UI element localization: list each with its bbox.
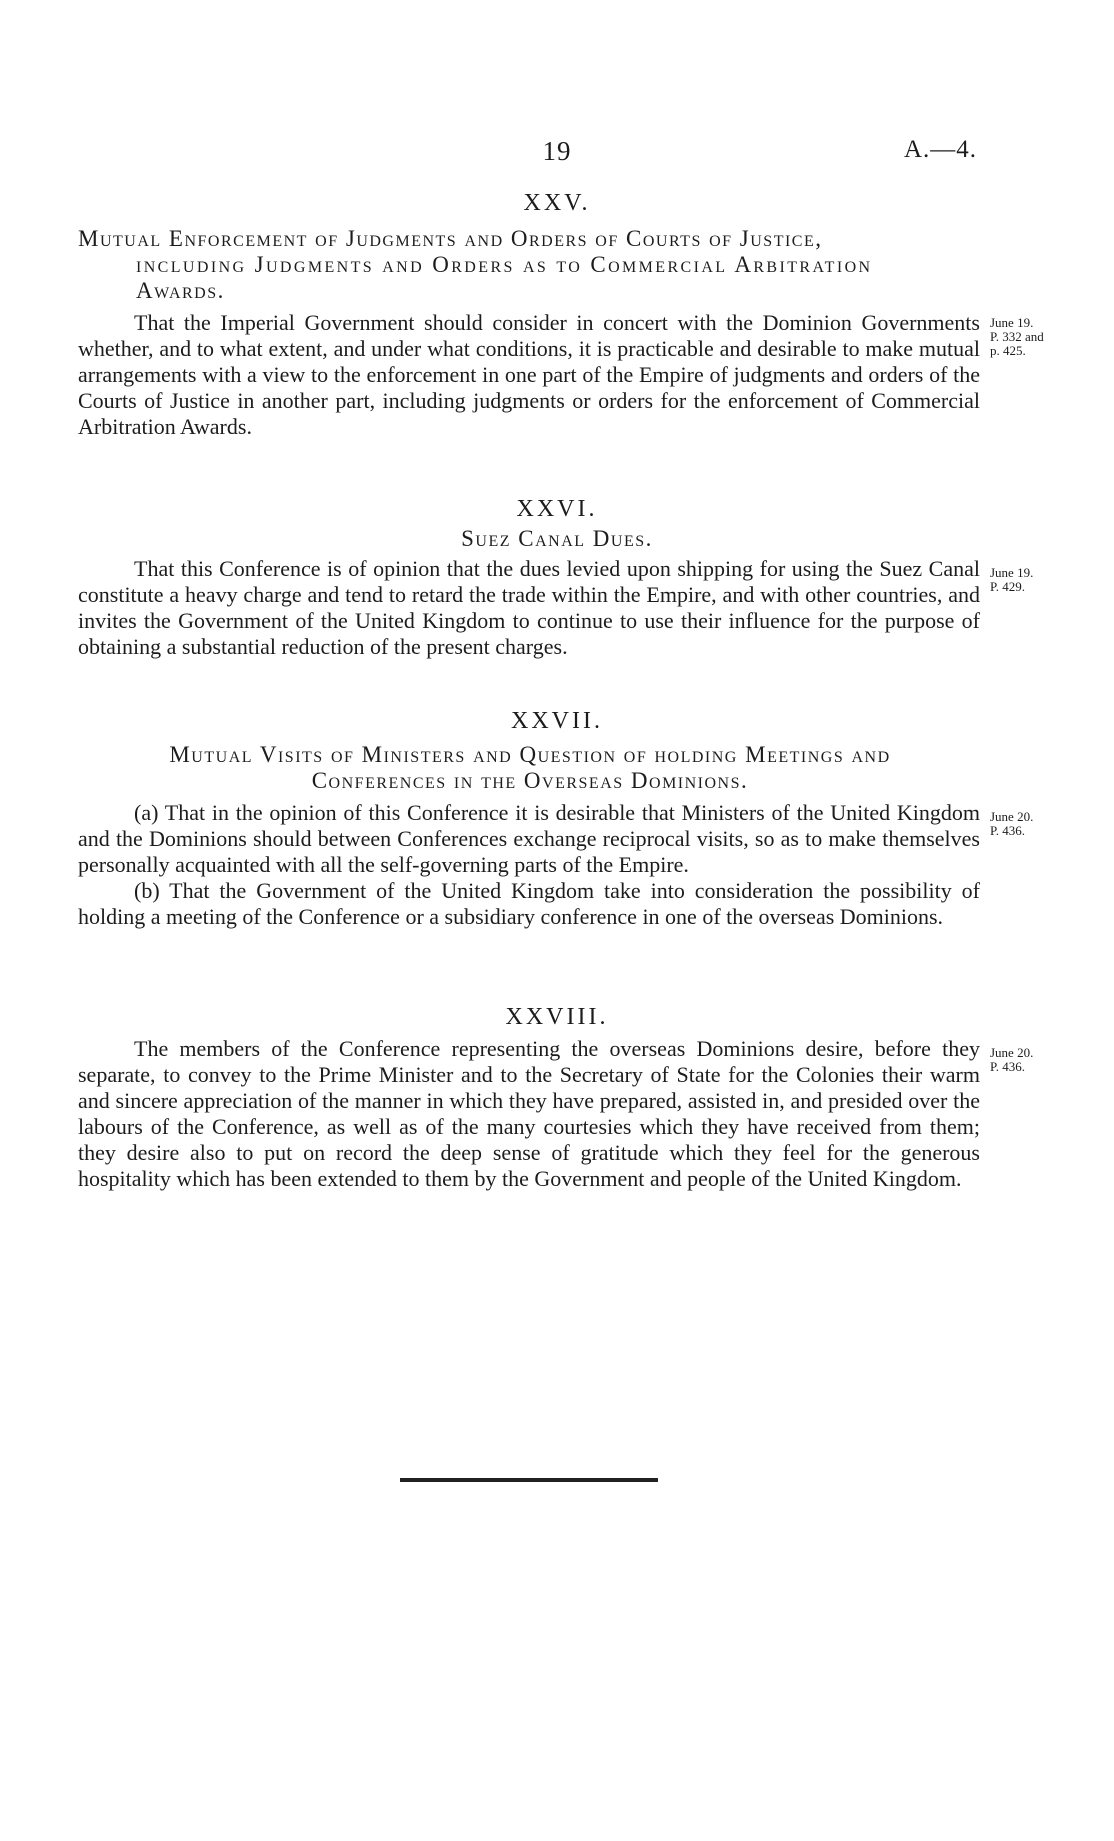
section-body [78, 310, 980, 440]
closing-rule [400, 1478, 658, 1482]
page-reference: A.—4. [904, 136, 978, 163]
section-body [78, 1036, 980, 1192]
margin-note: June 19. P. 332 and p. 425. [990, 315, 1044, 358]
page-number: 19 [542, 136, 572, 166]
paragraph: (b) That the Government of the United Kingdom take into consideration the possibility of holding a meeting of the Conference or a subsidiary conference in one of the overseas Dominions. [78, 878, 980, 929]
paragraph: That the Imperial Government should consider in concert with the Dominion Governments whether, and to what extent, and under what conditions, it is practicable and desirable to make mutual arrangements with a view to the enforcement in one part of the Empire of judgments and orders of the Courts of Justice in another part, including judgments or orders for the enforcement of Commercial Arbitration Awards. [78, 310, 980, 439]
section-numeral: XXVIII. [505, 1004, 609, 1030]
paragraph: That this Conference is of opinion that the dues levied upon shipping for using the Suez Canal constitute a heavy charge and tend to retard the trade within the Empire, and with other countries, and invites the Government of the United Kingdom to continue to use their influence for the purpose of obtaining a substantial reduction of the present charges. [78, 556, 980, 659]
section-body [78, 800, 980, 930]
section-title-line: Mutual Visits of Ministers and Question of holding Meetings and [169, 742, 891, 767]
margin-note: June 20. P. 436. [990, 809, 1034, 838]
section-title [0, 742, 1114, 796]
section-title [0, 226, 1114, 306]
section-title-line: Mutual Enforcement of Judgments and Orders of Courts of Justice, [78, 226, 823, 251]
section-title: Suez Canal Dues. [461, 526, 653, 551]
paragraph: (a) That in the opinion of this Conference it is desirable that Ministers of the United Kingdom and the Dominions should between Conferences exchange reciprocal visits, so as to make themselves personally acquainted with all the self-governing parts of the Empire. [78, 800, 980, 877]
margin-note: June 19. P. 429. [990, 565, 1034, 594]
section-numeral: XXV. [523, 190, 591, 216]
section-title-line: including Judgments and Orders as to Commercial Arbitration [136, 252, 873, 277]
margin-note: June 20. P. 436. [990, 1045, 1034, 1074]
section-title-line: Awards. [136, 278, 225, 303]
section-title-line: Conferences in the Overseas Dominions. [311, 768, 749, 793]
paragraph: The members of the Conference representing the overseas Dominions desire, before they separate, to convey to the Prime Minister and to the Secretary of State for the Colonies their warm and sincere appreciation of the manner in which they have prepared, assisted in, and presided over the labours of the Conference, as well as of the many courtesies which they have received from them; they desire also to put on record the deep sense of gratitude which they feel for the generous hospitality which has been extended to them by the Government and people of the United Kingdom. [78, 1036, 980, 1191]
section-body [78, 556, 980, 660]
section-numeral: XXVII. [511, 708, 603, 734]
section-numeral: XXVI. [516, 496, 598, 522]
